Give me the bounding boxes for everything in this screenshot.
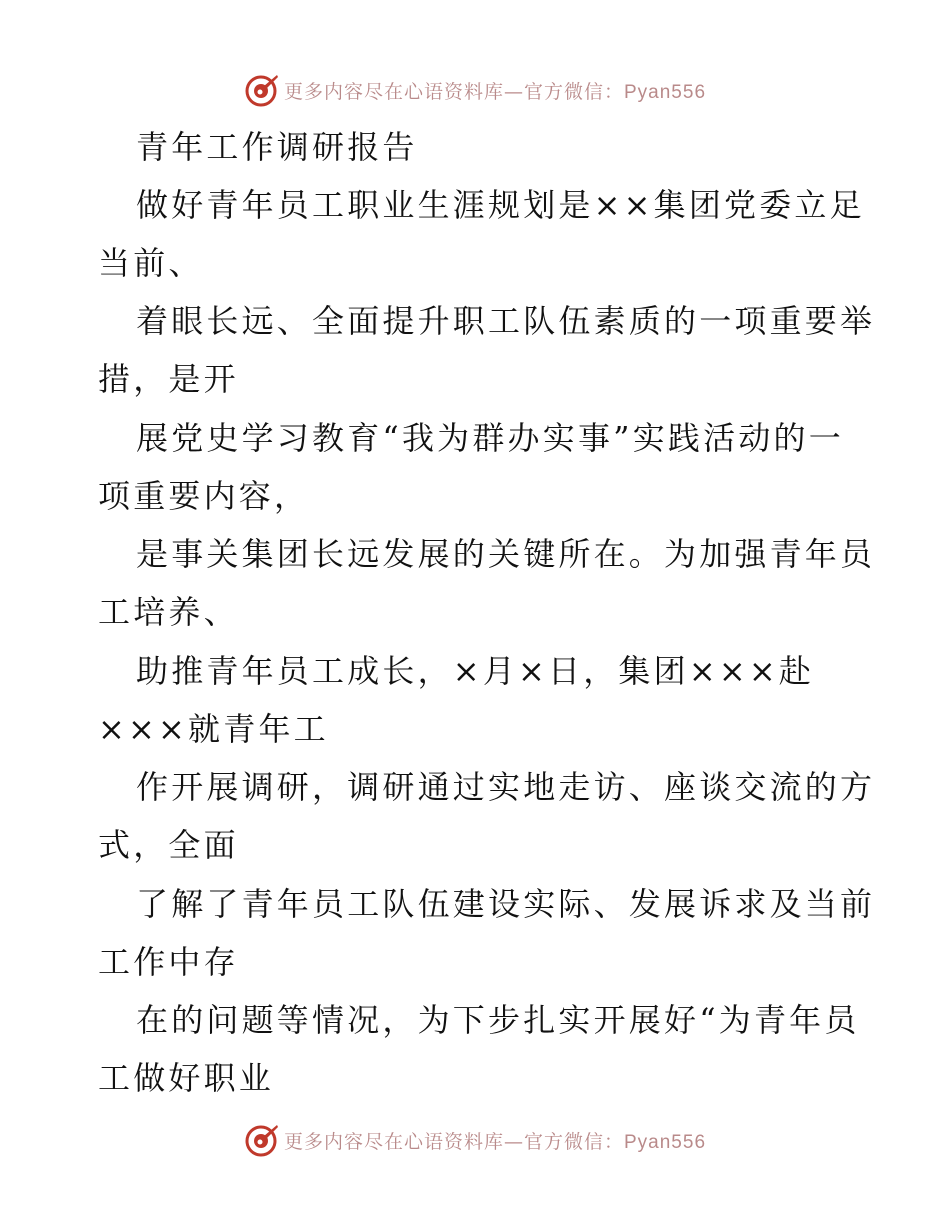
footer-banner-wechat: 官方微信： [523, 1130, 624, 1153]
paragraph-line: 是事关集团长远发展的关键所在。为加强青年员 [136, 535, 876, 573]
paragraph-line: 在的问题等情况，为下步扎实开展好“为青年员 [136, 1001, 860, 1039]
paragraph-line: 式，全面 [98, 826, 239, 864]
footer-banner [0, 1120, 950, 1160]
paragraph-line: 做好青年员工职业生涯规划是××集团党委立足 [136, 186, 865, 224]
pen-logo-icon [244, 72, 280, 108]
footer-banner-main: 更多内容尽在心语资料库 [283, 1130, 504, 1153]
paragraph-line: 作开展调研，调研通过实地走访、座谈交流的方 [136, 768, 876, 806]
paragraph-line: 助推青年员工成长，×月×日，集团×××赴 [136, 652, 815, 690]
paragraph-line: 展党史学习教育“我为群办实事”实践活动的一 [136, 419, 844, 457]
paragraph-line: 工作中存 [98, 943, 239, 981]
paragraph-line: 着眼长远、全面提升职工队伍素质的一项重要举 [136, 302, 876, 340]
document-title: 青年工作调研报告 [136, 128, 418, 166]
footer-banner-id: Pyan556 [624, 1131, 707, 1153]
footer-banner-dash: — [503, 1130, 524, 1153]
header-banner [0, 70, 950, 110]
header-banner-wechat: 官方微信： [523, 80, 624, 103]
paragraph-line: 项重要内容， [98, 477, 310, 515]
pen-logo-icon [244, 1122, 280, 1158]
header-banner-id: Pyan556 [624, 81, 707, 103]
paragraph-line: 工培养、 [98, 593, 239, 631]
header-banner-text [284, 77, 706, 104]
header-banner-dash: — [503, 80, 524, 103]
paragraph-line: 措，是开 [98, 360, 239, 398]
paragraph-line: 工做好职业 [98, 1059, 275, 1097]
paragraph-line: 当前、 [98, 244, 204, 282]
footer-banner-text [284, 1127, 706, 1154]
header-banner-main: 更多内容尽在心语资料库 [283, 80, 504, 103]
paragraph-line: 了解了青年员工队伍建设实际、发展诉求及当前 [136, 885, 876, 923]
paragraph-line: ×××就青年工 [98, 710, 329, 748]
